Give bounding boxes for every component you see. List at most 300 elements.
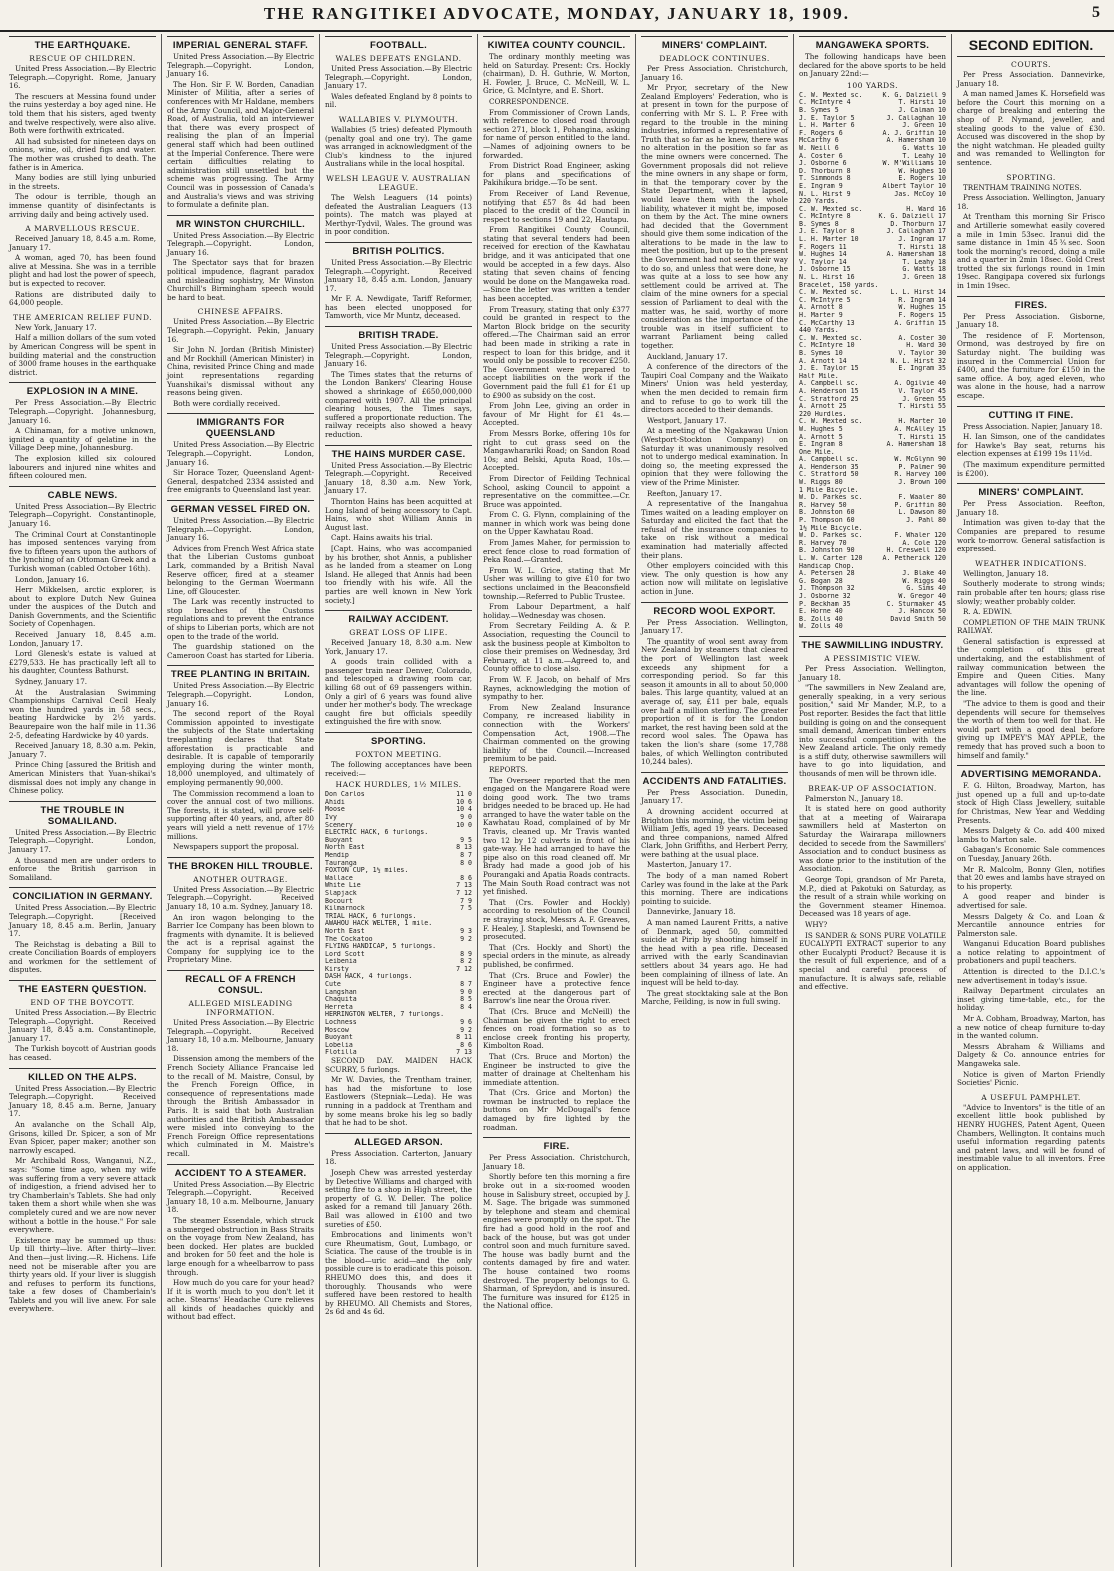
article-body [9, 399, 156, 480]
paragraph: The rescuers at Messina found under the ruins yesterday a boy aged nine. He told them that his sisters, aged twenty and twelve respectively, were also alive. Both were forthwith extricated. [9, 91, 156, 136]
paragraph: From District Road Engineer, asking for plans and specifications of Pakihikura bridge.—To be sent. [483, 161, 630, 188]
paragraph: Messrs Dalgety & Co. add 400 mixed lambs to Marton sale. [957, 826, 1105, 844]
article-body [9, 324, 156, 378]
article-headline: MANGAWEKA SPORTS. [799, 36, 946, 53]
table-cell: R. Harvey 70 [799, 539, 847, 547]
table-cell: Handicap Chop. [799, 562, 855, 570]
paragraph: A woman, aged 70, has been found alive at Messina. She was in a terrible plight and had lost the power of speech, but is expected to recover. [9, 253, 156, 289]
paragraph: Rations are distributed daily to 64,000 people. [9, 289, 156, 308]
table-row [799, 282, 946, 290]
table-row [325, 806, 472, 814]
table-cell: 7 12 [456, 965, 472, 973]
article [9, 224, 156, 308]
table-row [799, 191, 946, 199]
table-row [799, 259, 946, 267]
article [325, 445, 472, 606]
paragraph: At the Australasian Swimming Championships Carnival Cecil Healy won the hundred yards in 58 secs., beating Hardwicke by 2½ yards. Beaurepaire won the half mile in 11.36 2-5, defeating Hardwicke by 40 yards. [9, 687, 156, 740]
paragraph: The Turkish boycott of Austrian goods has ceased. [9, 1044, 156, 1063]
table-cell: 1½ Mile Bicycle. [799, 524, 863, 532]
article [167, 413, 314, 495]
table-cell: H. Marter 10 [898, 418, 946, 426]
table-row [325, 852, 472, 860]
table-cell: W. Hughes 15 [898, 304, 946, 312]
table-cell: Chaquita [325, 996, 357, 1004]
table-row [799, 441, 946, 449]
table-cell: V. Taylor 14 [799, 258, 847, 266]
paragraph: Messrs Abraham & Williams and Dalgety & Co. announce entries for Mangaweka sale. [957, 1041, 1105, 1068]
paragraph: From Treasury, stating that only £377 could be granted in respect to the Marton Block bridge on the security offered.—The Chairman said an error had been made in striking a rate in respect to loan for this bridge, and it would only be possible to recover £250. The Government were prepared to accept liabilities on the work if the Government paid the full £1 for £1 up to £900 as subsidy on the cost. [483, 304, 630, 400]
paragraph: Wanganui Education Board publishes a notice relating to appointment of probationers and pupil teachers. [957, 939, 1105, 966]
paragraph: The Lark was recently instructed to stop breaches of the Customs regulations and to prevent the entrance of ships to Liberian ports, which are not open to the trade of the world. [167, 597, 314, 641]
article-body [325, 343, 472, 440]
paragraph: Per Press Association. Dunedin, January 17. [641, 787, 788, 806]
table-cell: 9 0 [460, 814, 472, 821]
table-cell: V. Taylor 45 [898, 387, 946, 395]
table-cell: T. Hirsti 15 [898, 433, 946, 441]
article-body [641, 789, 788, 1007]
table-cell: A. Hamersham 10 [886, 137, 946, 145]
article-headline: IMMIGRANTS FOR QUEENSLAND [167, 413, 314, 441]
article [167, 665, 314, 851]
table-cell: Bocourt [325, 897, 353, 905]
paragraph: Wales defeated England by 8 points to nil. [325, 91, 472, 110]
newspaper-title: THE RANGITIKEI ADVOCATE, MONDAY, JANUARY 18, 1909. [263, 4, 851, 23]
article [957, 559, 1105, 760]
paragraph: Half a million dollars of the sum voted by American Congress will be spent in building material and the construction of 3000 frame houses in the earthquake district. [9, 333, 156, 377]
table-row [799, 145, 946, 153]
table-cell: C. McIntyre 10 [799, 342, 855, 350]
paragraph: From Labour Department, a half holiday.—Wednesday was chosen. [483, 602, 630, 620]
article-headline: MR WINSTON CHURCHILL. [167, 215, 314, 232]
table-cell: A. Arnott 8 [799, 304, 843, 312]
article-headline: KILLED ON THE ALPS. [9, 1068, 156, 1085]
paragraph: "The sawmillers in New Zealand are, generally speaking, in a very serious position," said Mr Mander, M.P., to a Post reporter. Besides the fact that little building is going on and the consequent small demand, American timber enters into successful competition with the New Zealand article. The only remedy is a stiff duty, otherwise sawmillers will have to go into liquidation, and thousands of men will be thrown idle. [799, 683, 946, 779]
paragraph: Capt. Hains awaits his trial. [331, 533, 433, 543]
table-cell: H. Ward 16 [906, 205, 946, 213]
article-headline: CABLE NEWS. [9, 486, 156, 503]
paragraph: Other employers coincided with this view. The only question is how any action now will militate on legislative action in June. [641, 561, 788, 597]
article-headline: THE EASTERN QUESTION. [9, 980, 156, 997]
paragraph: United Press Association.—By Electric Telegraph.—Copyright. Received January 18, 10 a.m. Sydney, January 18. [167, 884, 314, 911]
table-cell: J. Green 18 [902, 274, 946, 282]
table-cell: 440 Yards. [799, 327, 839, 335]
table-cell: 8 7 [460, 981, 472, 989]
paragraph: The Criminal Court at Constantinople has imposed sentences varying from five to fifteen years upon the authors of the lynching of an Ottoman Greek and a Turkish woman (cabled October 16th). [9, 529, 156, 573]
paragraph: From John Lee, giving an order in favour of Mr Hight for £1 4s.—Accepted. [483, 401, 630, 428]
table-cell: Ahidi [325, 798, 345, 806]
table-cell: A. Hamersham 18 [886, 441, 946, 449]
paragraph: (The maximum expenditure permitted is £200). [957, 459, 1105, 478]
article-headline: GERMAN VESSEL FIRED ON. [167, 500, 314, 517]
table-cell: W. Hughes 14 [799, 251, 847, 259]
paragraph: United Press Association.—By Electric Telegraph.—Copyright. London, January 17. [325, 64, 472, 91]
paragraph: The second report of the Royal Commission appointed to investigate the subjects of the State undertaking treeplanting declares that State afforestation is practicable and desirable. It is capable of temporarily employing during the winter month, 18,000 unemployed, and ultimately of employing permanently 90,000. [167, 709, 314, 787]
paragraph: United Press Association.—By Electric Telegraph.—Copyright. Received January 18, 10 a.m. Melbourne, January 18. [167, 1018, 314, 1053]
paragraph: Per Press Association. Reefton, January 18. [957, 499, 1105, 517]
table-cell: Langshan [325, 988, 357, 996]
table-cell: L. H. Marter 10 [799, 236, 859, 244]
table-cell: 9 0 [460, 988, 472, 996]
article-body [799, 665, 946, 779]
paragraph: Southerly moderate to strong winds; rain probable after ten hours; glass rise slowly; weather probably colder. [957, 579, 1105, 606]
table-row [799, 585, 946, 593]
table-cell: F. Rogers 6 [799, 129, 843, 137]
paragraph: Per Press Association. Christchurch, January 16. [641, 64, 788, 82]
article [9, 36, 156, 219]
table-cell: F. Whaler 120 [894, 532, 946, 540]
article-subheading: ANOTHER OUTRAGE. [193, 874, 288, 884]
paragraph: Reefton, January 17. [647, 488, 722, 498]
table-cell: J. Green 10 [902, 122, 946, 130]
paragraph: Per Press Association.—By Electric Telegraph.—Copyright. Johannesburg, January 16. [9, 398, 156, 425]
table-row [325, 814, 472, 822]
article-body [9, 904, 156, 975]
article-headline: SPORTING. [325, 732, 472, 749]
article-body [167, 441, 314, 495]
paragraph: Wellington, January 18. [963, 568, 1049, 578]
table-cell: J. Ingram 17 [898, 236, 946, 244]
article-body [167, 53, 314, 210]
table-row [799, 358, 946, 366]
table-cell: A. Arnott 25 [799, 403, 847, 411]
paragraph: United Press Association.—By Electric Telegraph.—Copyright. London, January 16. [167, 230, 314, 257]
table-cell: N. L. Hirst 32 [890, 357, 946, 365]
article [957, 765, 1105, 1088]
paragraph: Newspapers support the proposal. [173, 842, 299, 852]
table-cell: DASH HACK, 4 furlongs. [325, 973, 413, 981]
article-body [957, 313, 1105, 401]
table-cell: The Cockatoo [325, 935, 373, 943]
table-row [799, 335, 946, 343]
paragraph: Per Press Association. Wellington, January 17. [641, 617, 788, 636]
paragraph: The steamer Essendale, which struck a submerged obstruction in Bass Straits on the voyage from New Zealand, has been docked. Her plates are buckled and broken for 50 feet and the hole is large enough for a wheelbarrow to pass through. [167, 1215, 314, 1277]
article-subheading: COURTS. [1011, 60, 1051, 69]
table-cell: E. Ingram 8 [799, 441, 843, 449]
paragraph: United Press Association.—By Electric Telegraph.—Copyright. Received January 18, 8.30 a.m. New York, January 17. [325, 460, 472, 496]
table-row [799, 107, 946, 115]
paragraph: All had subsisted for nineteen days on onions, wine, oil, dried figs and water. The mother was crushed to death. The father is in America. [9, 136, 156, 172]
paragraph: Auckland, January 17. [647, 351, 728, 361]
paragraph: Mr W. Davies, the Trentham trainer, has had the misfortune to lose Eastlowers (Stepniak—Leda). He was running in a paddock at Trentham and by some means broke his leg so badly that he had to be shot. [325, 1075, 472, 1128]
edition-heading: SECOND EDITION. [957, 34, 1105, 57]
table-row [799, 525, 946, 533]
table-cell: 9 2 [460, 1026, 472, 1034]
table-row [799, 532, 946, 540]
table-cell: W. Zolls 40 [799, 623, 843, 631]
article [9, 980, 156, 1063]
table-cell: A. Coster 30 [898, 334, 946, 342]
table-row [799, 228, 946, 236]
table-cell: D. Thorburn 8 [799, 167, 851, 175]
article [9, 382, 156, 480]
table-row [799, 168, 946, 176]
table-row [799, 517, 946, 525]
article-headline: CONCILIATION IN GERMANY. [9, 887, 156, 904]
table-row [799, 130, 946, 138]
article [325, 115, 472, 169]
paragraph: From Director of Feilding Technical School, asking Council to appoint a representative on the committee.—Cr. Bruce was appointed. [483, 473, 630, 509]
paragraph: A goods train collided with a passenger train near Denver, Colorado, and telescoped a drawing room car, killing 68 out of 69 passengers within. Only a girl of 6 years was found alive under her mother's body. The wreckage caught fire but officials speedily extinguished the fire with snow. [325, 657, 472, 727]
table-cell: David Smith 50 [890, 615, 946, 623]
table-cell: W. Hughes 5 [799, 425, 843, 433]
paragraph: The ordinary monthly meeting was held on Saturday. Present: Crs. Hockly (chairman), D. H. Guthrie, W. Morton, H. Fowler, J. Bruce, C. McNeill, W. L. Grice, G. McIntyre, and E. Short. [483, 52, 630, 96]
table-cell: W. Riggs 80 [799, 479, 843, 487]
table-cell: B. Symes 10 [799, 349, 843, 357]
paragraph: Per Press Association. Dannevirke, January 18. [957, 70, 1105, 88]
table-cell: W. D. Parkes sc. [799, 532, 863, 540]
table-cell: 9 6 [460, 1019, 472, 1027]
table-cell: 8 11 [456, 1034, 472, 1042]
paragraph: Westport, January 17. [647, 415, 727, 425]
article-body [9, 503, 156, 796]
table-row [799, 616, 946, 624]
article [325, 732, 472, 1128]
table-cell: 8 2 [460, 958, 472, 966]
article [957, 34, 1105, 168]
paragraph: Embrocations and liniments won't cure Rheumatism, Gout, Lumbago, or Sciatica. The cause of the trouble is in the blood—uric acid—and the only possible cure is to eradicate this poison. RHEUMO does this, and does it thoroughly. Thousands who were suffered have been restored to health by RHEUMO. All Chemists and Stores, 2s 6d and 4s 6d. [325, 1230, 472, 1317]
article-subheading: CHINESE AFFAIRS. [197, 307, 284, 317]
table-cell: FLYING HANDICAP, 5 furlongs. [325, 943, 437, 951]
article-subheading: WEATHER INDICATIONS. [975, 558, 1087, 568]
paragraph: Notice is given of Marton Friendly Societies' Picnic. [957, 1069, 1105, 1088]
table-cell: B. Johnston 60 [799, 509, 855, 517]
table-cell: W. McGlynn 90 [894, 456, 946, 464]
article-headline: ALLEGED ARSON. [325, 1133, 472, 1150]
table-cell: Buoyant [325, 836, 353, 844]
table-cell: A. Arnott 5 [799, 433, 843, 441]
article-body [957, 500, 1105, 554]
table-row [799, 350, 946, 358]
article-headline: THE BROKEN HILL TROUBLE. [167, 857, 314, 874]
table-row [799, 411, 946, 419]
table-cell: 7 9 [460, 897, 472, 905]
article [325, 610, 472, 727]
table-row [325, 958, 472, 966]
paragraph: Mr R. Malcolm, Bonny Glen, notifies that 20 ewes and lambs have strayed on to his property. [957, 864, 1105, 891]
table-row [325, 1019, 472, 1027]
paragraph: United Press Association.—By Electric Telegraph.—Copyright. London, January 16. [325, 342, 472, 369]
paragraph: The Hon. Sir F. W. Borden, Canadian Minister of Militia, after a series of conferences with Mr Haldane, members of the Army Council, and Major-General Road, of Australia, told an interviewer that there was every prospect of realising the plan of an Imperial general staff which had been outlined at the Imperial Conference. There were certain difficulties relating to administration still unsettled but the scheme was progressing. The Army Council was in possession of Canada's and Australia's views and was striving to formulate a definite plan. [167, 79, 314, 210]
article-headline: THE HAINS MURDER CASE. [325, 445, 472, 462]
table-cell: J. Brown 100 [898, 479, 946, 487]
table-row [799, 623, 946, 631]
table-row [325, 882, 472, 890]
table-cell: A. Henderson 35 [799, 463, 859, 471]
table-cell: 10 0 [456, 821, 472, 829]
article-subheading: DEADLOCK CONTINUES. [659, 54, 770, 63]
paragraph: That (Crs. Fowler and Hockly) according to resolution of the Council re straying stock, Messrs A. F. Greaves, F. Healey, J. Stapleski, and Townsend be prosecuted. [483, 897, 630, 942]
paragraph: Messrs Dalgety & Co. and Loan & Mercantile announce entries for Palmerston sale. [957, 911, 1105, 938]
paragraph: Railway Department circulates an inset giving time-table, etc., for the holiday. [957, 986, 1105, 1013]
paragraph: "Advice to Inventors" is the title of an excellent little book published by HENRY HUGHES, Patent Agent, Queen Chambers, Wellington. It contains much useful information regarding patents and patent laws, and will be found of inestimable value to all inventors. Free on application. [957, 1102, 1105, 1172]
paragraph: Advices from French West Africa state that the Liberian Customs gunboat Lark, commanded by a British Naval Reserve officer, fired at a steamer belonging to the German Woermann Line, off Gloucester. [167, 543, 314, 596]
article [641, 772, 788, 1007]
table-cell: Half Mile. [799, 372, 839, 380]
paragraph: From Secretary Feilding A. & P. Association, requesting the Council to ask the business people at Kimbolton to close their premises on Wednesday, 3rd February, at 11 a.m.—Agreed to, and County office to close also. [483, 621, 630, 674]
article-body [325, 126, 472, 169]
table-row [799, 92, 946, 100]
table-row [325, 844, 472, 852]
table-cell: K. G. Dalziell 9 [882, 91, 946, 99]
table-cell: 9 2 [460, 935, 472, 943]
table-cell: Tauranga [325, 859, 357, 867]
table-row [799, 471, 946, 479]
article-headline: RAILWAY ACCIDENT. [325, 610, 472, 627]
article-subheading: END OF THE BOYCOTT. [30, 998, 135, 1008]
table-cell: Albert Taylor 10 [882, 182, 946, 190]
article-body [957, 71, 1105, 168]
table-cell: L. Dawson 80 [898, 509, 946, 517]
table-cell: A. McAlley 15 [894, 425, 946, 433]
table-cell: N. L. Hirst 9 [799, 190, 851, 198]
table-row [799, 183, 946, 191]
article-body [957, 570, 1105, 760]
table-cell: J. E. Taylor 15 [799, 365, 859, 373]
table-cell: J. Hancox 50 [898, 608, 946, 616]
table-cell: North East [325, 844, 365, 852]
article [9, 801, 156, 883]
article [9, 1068, 156, 1314]
table-cell: 8 5 [460, 996, 472, 1004]
paragraph: Thornton Hains has been acquitted at Long Island of being accessory to Capt. Hains, who shot William Annis in August last. [325, 496, 472, 532]
table-row [799, 373, 946, 381]
page-number: 5 [1092, 4, 1100, 21]
table-cell: F. Rogers 15 [898, 312, 946, 319]
article-headline: EXPLOSION IN A MINE. [9, 382, 156, 399]
table-row [325, 1042, 472, 1050]
table-row [799, 312, 946, 320]
table-cell: J. Thompson 32 [799, 585, 855, 593]
table-cell: C. Stratford 50 [799, 471, 859, 479]
paragraph: The Times states that the returns of the London Bankers' Clearing House showed a shrinkage of £650,000,000 compared with 1907. All the principal clearing houses, the Times says, suffered a proportionate reduction. The railway receipts also showed a heavy reduction. [325, 369, 472, 439]
table-row [325, 1034, 472, 1042]
table-cell: 7 13 [456, 882, 472, 890]
paragraph: The following acceptances have been received:— [325, 760, 472, 778]
paragraph: Press Association. Wellington, January 18. [957, 193, 1105, 211]
article-headline: BRITISH TRADE. [325, 326, 472, 343]
table-cell: C. McIntyre 4 [799, 99, 851, 107]
paragraph: Mr A. Cobham, Broadway, Marton, has a new notice of cheap furniture to-day in the wanted column. [957, 1014, 1105, 1041]
table-row [325, 837, 472, 845]
table-row [325, 867, 472, 875]
table-cell: T. Hirsti 18 [898, 243, 946, 251]
table-cell: D. Thorburn 17 [890, 220, 946, 228]
table-cell: 7 13 [456, 1049, 472, 1057]
table-row [325, 1027, 472, 1035]
article-headline: MINERS' COMPLAINT. [641, 36, 788, 53]
article-headline: ACCIDENT TO A STEAMER. [167, 1164, 314, 1181]
paragraph: A representative of the Inangahua Times waited on a leading employer on Saturday and elicited the fact that the refusal of the insurance companies to take on risk without a medical examination had materially affected their plans. [641, 499, 788, 560]
article [9, 887, 156, 975]
column-6 [794, 34, 952, 1567]
article-body [9, 1009, 156, 1063]
article [167, 1164, 314, 1323]
article [167, 36, 314, 210]
paragraph: How much do you care for your head? If it is worth much to you don't let it ache. Stearns' Headache Cure relieves all kinds of headaches quickly and without bad effect. [167, 1278, 314, 1322]
paragraph: IS SANDER & SONS PURE VOLATILE EUCALYPTI EXTRACT superior to any other Eucalypti Product? Because it is the result of full experience, and of a special and careful process of manufacture. It is always safe, reliable and effective. [799, 930, 946, 992]
table-row [325, 928, 472, 936]
article [167, 857, 314, 965]
table-cell: TRIAL HACK, 6 furlongs. [325, 912, 417, 920]
table-cell: HERRINGTON WELTER, 7 furlongs. [325, 1011, 445, 1019]
paragraph: Dannevirke, January 18. [647, 907, 736, 917]
article-body [325, 259, 472, 321]
paragraph: At Trentham this morning Sir Frisco and Artillerie somewhat easily covered a mile in 1min 53sec. Iranui did the same distance in 1min 45⅗sec. Soon took the morning's record, doing a mile and a quarter in 2min 18sec. Gold Crest trotted the six furlongs round in 1min 19sec. Rangipapa covered six furlongs in 1min 19sec. [957, 212, 1105, 291]
article-body [957, 782, 1105, 1088]
table-row [799, 403, 946, 411]
article [325, 36, 472, 110]
article-headline: THE EARTHQUAKE. [9, 36, 156, 53]
table-cell: K. G. Dalziell 17 [878, 213, 946, 221]
table-row [325, 913, 472, 921]
table-cell: B. Symes 8 [799, 220, 839, 228]
table-cell: 8 6 [460, 874, 472, 882]
table-row [325, 1011, 472, 1019]
table-row [799, 221, 946, 229]
entries-table [325, 791, 472, 1057]
table-cell: C. McIntyre 8 [799, 213, 851, 221]
paragraph: Palmerston N., January 18. [805, 793, 904, 803]
table-cell: A. Arnott 14 [799, 357, 847, 365]
table-cell: A. Petersen 28 [799, 570, 855, 578]
paragraph: The great stocktaking sale at the Bon Marche, Feilding, is now in full swing. [641, 988, 788, 1007]
article-subheading: SPORTING. [1006, 172, 1056, 182]
paragraph: Dissension among the members of the French Society Alliance Francaise led to the recall of M. Maistre, Consul, by the French Foreign Office, in consequence of representations made through the British Ambassador in Paris. It is said that both Australian authorities and the British Ambassador were misled into conveying to the French Foreign Office representations which culminated in M. Maistre's recall. [167, 1054, 314, 1158]
article [325, 242, 472, 321]
table-cell: A. Griffin 15 [894, 319, 946, 327]
paragraph: Masterton, January 17. [647, 860, 732, 870]
column-5 [636, 34, 794, 1567]
table-cell: W. Hughes 10 [898, 167, 946, 175]
paragraph: United Press Association.—By Electric Telegraph.—Copyright. London, January 16. [167, 681, 314, 708]
table-cell: E. Ingram 9 [799, 182, 843, 190]
table-cell: 11 0 [456, 791, 472, 799]
table-cell: Kirsty [325, 965, 349, 973]
article-body [9, 235, 156, 308]
article-body [325, 194, 472, 237]
paragraph: United Press Association.—By Electric Telegraph.—Copyright. Received January 18, 8.45 a.m. Constantinople, January 17. [9, 1008, 156, 1043]
paragraph: Intimation was given to-day that the Companies are prepared to resume work to-morrow. General satisfaction is expressed. [957, 518, 1105, 554]
table-cell: V. Taylor 30 [898, 349, 946, 357]
table-row [325, 822, 472, 830]
article [483, 36, 630, 1132]
table-cell: B. Johnston 90 [799, 547, 855, 555]
paragraph: The Reichstag is debating a Bill to create Conciliation Boards of employers and workmen for the settlement of disputes. [9, 939, 156, 975]
table-cell: B. Symes 5 [799, 106, 839, 114]
article [799, 36, 946, 631]
column-7 [952, 34, 1110, 1567]
table-cell: R. Harvey 100 [894, 471, 946, 479]
table-cell: A. Petherick 120 [882, 555, 946, 562]
paragraph: Both were cordially received. [173, 398, 281, 408]
article-headline: ACCIDENTS AND FATALITIES. [641, 772, 788, 789]
table-cell: T. Hirsti 10 [898, 99, 946, 107]
paragraph: United Press Association.—By Electric Telegraph.—Copyright. London, January 17. [9, 827, 156, 854]
table-row [799, 304, 946, 312]
paragraph: United Press Association—By Electric Telegraph—Copyright. Constantinople, January 16. [9, 501, 156, 528]
table-cell: Cute [325, 981, 341, 989]
table-cell: E. Ingram 35 [898, 365, 946, 373]
table-row [799, 418, 946, 426]
table-cell: Bracelet, 150 yards. [799, 281, 879, 289]
article-body [9, 65, 156, 219]
paragraph: Attention is directed to the D.I.C.'s new advertisement in today's issue. [957, 967, 1105, 985]
table-cell: Leibenia [325, 958, 357, 966]
paragraph: Prince Ching [assured the British and American Ministers that Yuan-shikai's dismissal does not imply any change in Chinese policy. [9, 760, 156, 796]
table-cell: H. Creswell 120 [886, 547, 946, 555]
table-cell: North East [325, 927, 365, 935]
paragraph: A man named James K. Horsefield was before the Court this morning on a charge of breaking and entering the shop of P. Nymand, jeweller, and stealing goods to the value of £30. Accused was discovered in the shop by the night watchman. He pleaded guilty and was remanded to Wellington for sentence. [957, 89, 1105, 167]
